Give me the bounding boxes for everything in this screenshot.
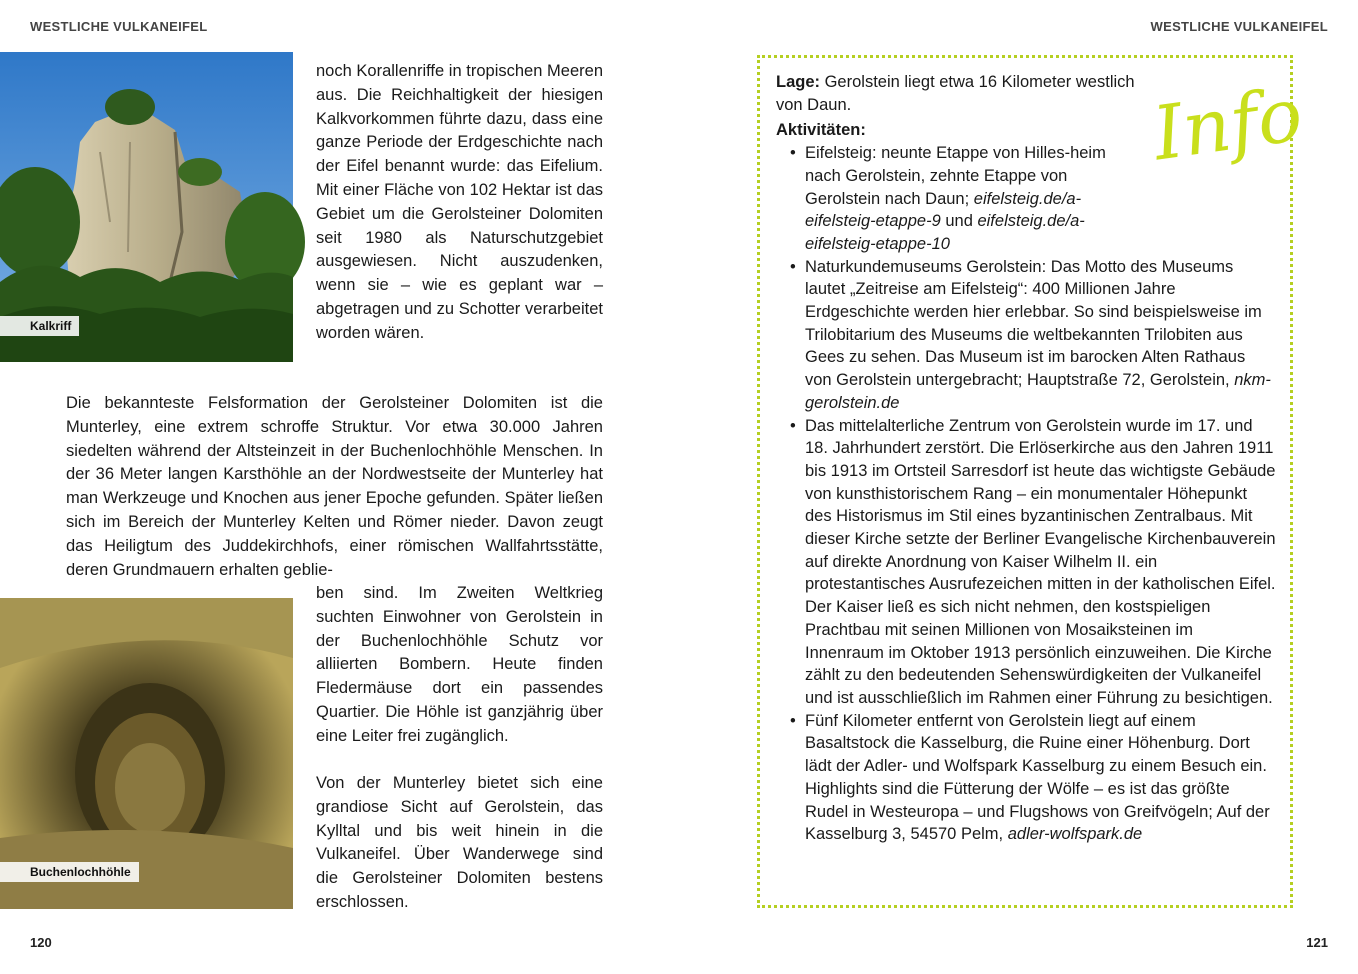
adler-wolfspark-link[interactable]: adler-wolfspark.de — [1007, 825, 1143, 844]
info-title-text: Info — [1148, 71, 1308, 178]
lage-label: Lage: — [776, 73, 821, 91]
list-item — [776, 415, 1276, 710]
body-paragraph-1: noch Korallenriffe in tropischen Meeren aus. Die Reichhaltigkeit der hiesigen Kalkvorkommen führte dazu, dass eine ganze Periode der Erdgeschichte nach der Eifel benannt wurde: das Eifelium. Mit einer Fläche von 102 Hektar ist das Gebiet um die Gerolsteiner Dolomiten seit 1980 als Naturschutzgebiet ausgewiesen. Nicht auszudenken, wenn sie – wie es geplant war – abgetragen und zu Schotter verarbeitet worden wären. — [316, 62, 603, 342]
list-item-text: Fünf Kilometer entfernt von Gerolstein liegt auf einem Basaltstock die Kasselburg, die Ruine einer Höhenburg. Dort lädt der Adler- und Wolfspark Kasselburg zu einem Besuch ein. Highlights sind die Fütterung der Wölfe – es ist das größte Rudel in Westeuropa – und Flugshows von Greifvögeln; Auf der Kasselburg 3, 54570 Pelm, — [805, 711, 1270, 844]
aktivitaeten-label: Aktivitäten: — [776, 121, 866, 140]
lage-line — [776, 71, 1146, 116]
list-item-text: Naturkundemuseums Gerolstein: Das Motto des Museums lautet „Zeitreise am Eifelsteig“: 400 Millionen Jahre Erdgeschichte werden hier erlebbar. So sind beispielsweise im Trilobitarium des Museums die weltbekannten Trilobiten aus Gees zu sehen. Das Museum ist im barocken Alten Rathaus von Gerolstein untergebracht; Hauptstraße 72, Gerolstein, — [805, 257, 1262, 390]
kalkriff-caption: Kalkriff — [0, 316, 79, 336]
list-item-text: Eifelsteig: neunte Etappe von Hilles-heim nach Gerolstein, zehnte Etappe von Gerolstein nach Daun; — [805, 144, 1106, 208]
buchenlochhoehle-photo — [0, 598, 293, 909]
lage-text: Gerolstein liegt etwa 16 Kilometer westlich von Daun. — [776, 73, 1135, 114]
body-paragraph-3: Von der Munterley bietet sich eine grandiose Sicht auf Gerolstein, das Kylltal und bis weit hinein in die Vulkaneifel. Über Wanderwege sind die Gerolsteiner Dolomiten bestens erschlossen. — [316, 774, 603, 911]
list-item-text: Das mittelalterliche Zentrum von Gerolstein wurde im 17. und 18. Jahrhundert zerstört. Die Erlöserkirche aus den Jahren 1911 bis 1913 im Ortsteil Sarresdorf ist heute das wichtigste Gebäude von kunsthistorischem Rang – ein monumentaler Höhepunkt des Historismus im Stil eines byzantinischen Zentralbaus. Mit dieser Kirche setzte der Berliner Evangelische Kirchenbauverein auf direkte Anordnung von Kaiser Wilhelm II. ein protestantisches Ausrufezeichen mitten in der katholischen Eifel. Der Kaiser ließ es sich nicht nehmen, den kostspieligen Prachtbau mit seinen Millionen von Mosaiksteinen im Innenraum im Oktober 1913 persönlich einzuweihen. Die Kirche zählt zu den bedeutenden Sehenswürdigkeiten der Vulkaneifel und ist ausschließlich im Rahmen einer Führung zu besichtigen. — [805, 416, 1276, 707]
info-box-content — [776, 71, 1276, 846]
eifelsteig-link-9[interactable]: eifelsteig.de/a-eifelsteig-etappe-9 — [805, 189, 1082, 231]
list-item — [776, 256, 1276, 415]
activities-list — [776, 142, 1276, 846]
eifelsteig-link-10[interactable]: eifelsteig.de/a-eifelsteig-etappe-10 — [805, 212, 1085, 253]
list-item — [776, 710, 1276, 846]
page-number-left: 120 — [30, 935, 52, 950]
body-paragraph-2: Die bekannteste Felsformation der Gerolsteiner Dolomiten ist die Munterley, eine extrem schroffe Struktur. Vor etwa 30.000 Jahren siedelten während der Altsteinzeit in der Buchenlochhöhle Menschen. In der 36 Meter langen Karsthöhle an der Nordwestseite der Munterley hat man Werkzeuge und Knochen aus jener Epoche gefunden. Später ließen sich im Bereich der Munterley Kelten und Römer nieder. Davon zeugt das Heiligtum des Juddekirchhofs, einer römischen Wallfahrtsstätte, deren Grundmauern erhalten geblie- — [66, 394, 603, 579]
running-head-left: WESTLICHE VULKANEIFEL — [30, 19, 208, 34]
kalkriff-photo — [0, 52, 293, 362]
body-paragraph-2-continued: ben sind. Im Zweiten Weltkrieg suchten Einwohner von Gerolstein in der Buchenlochhöhle Schutz vor alliierten Bombern. Heute finden Fledermäuse dort ein passendes Quartier. Die Höhle ist ganzjährig über eine Leiter frei zugänglich. — [316, 584, 603, 745]
list-item — [776, 142, 1143, 256]
nkm-link[interactable]: nkm-gerolstein.de — [805, 371, 1271, 412]
list-item-connector: und — [940, 212, 978, 231]
buchenlochhoehle-caption: Buchenlochhöhle — [0, 862, 139, 882]
page-number-right: 121 — [1306, 935, 1328, 950]
running-head-right: WESTLICHE VULKANEIFEL — [1150, 19, 1328, 34]
